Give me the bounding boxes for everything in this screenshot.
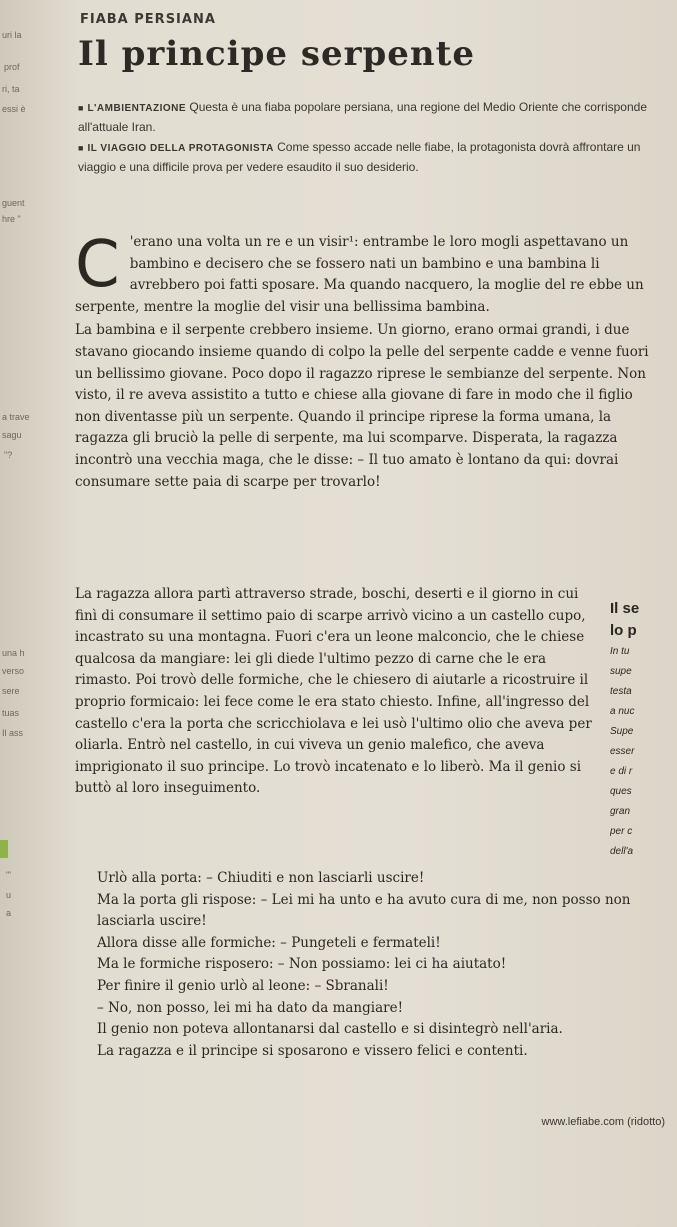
paragraph: La bambina e il serpente crebbero insieme. Un giorno, erano ormai grandi, i due stavano giocando insieme quando di colpo la pelle del serpente cadde e venne fuori un bellissimo giovane. Poco dopo il ragazzo riprese le sembianze del serpente. Non visto, il re aveva assistito a tutto e chiese alla giovane di fare in modo che il figlio non diventasse più un serpente. Quando il principe riprese la forma umana, la ragazza gli bruciò la pelle di serpente, ma lui scomparve. Disperata, la ragazza incontrò una vecchia maga, che le disse: – Il tuo amato è lontano da qui: dovrai consumare sette paia di scarpe per trovarlo! xyxy=(75,322,649,490)
margin-fragment: tuas xyxy=(2,708,20,718)
side-note-line: e di r xyxy=(610,766,633,777)
margin-color-tab xyxy=(0,840,8,858)
margin-fragment: una h xyxy=(2,648,25,658)
side-note-heading: lo p xyxy=(610,622,637,639)
margin-fragment: hre " xyxy=(2,214,21,224)
side-note-line: testa xyxy=(610,686,632,697)
paragraph: Ma la porta gli rispose: – Lei mi ha unto e ha avuto cura di me, non posso non lasciarla uscire! xyxy=(97,891,631,930)
paragraph: – No, non posso, lei mi ha dato da mangiare! xyxy=(97,999,404,1016)
side-note-line: Supe xyxy=(610,726,634,737)
story-dialogue xyxy=(75,868,665,1062)
side-note-line: dell'a xyxy=(610,846,634,857)
side-note-line: per c xyxy=(610,826,633,837)
story-body-column xyxy=(75,584,595,800)
margin-fragment: uri la xyxy=(2,30,22,40)
side-note-box xyxy=(610,598,677,862)
side-note-line: gran xyxy=(610,806,631,817)
margin-fragment: u xyxy=(6,890,12,900)
margin-fragment: Il ass xyxy=(2,728,24,738)
paragraph: Ma le formiche risposero: – Non possiamo: lei ci ha aiutato! xyxy=(97,956,507,973)
paragraph: La ragazza e il principe si sposarono e vissero felici e contenti. xyxy=(97,1042,528,1059)
genre-kicker: FIABA PERSIANA xyxy=(80,12,216,27)
margin-fragment: '" xyxy=(6,870,11,880)
side-note-line: supe xyxy=(610,666,632,677)
intro-label: L'AMBIENTAZIONE xyxy=(87,103,187,114)
paragraph: Il genio non poteva allontanarsi dal castello e si disintegrò nell'aria. xyxy=(97,1021,563,1038)
intro-note-journey xyxy=(78,138,663,177)
margin-fragment: a xyxy=(6,908,12,918)
bullet-icon: ■ xyxy=(78,103,84,113)
margin-fragment: ri, ta xyxy=(2,84,20,94)
intro-note-setting xyxy=(78,98,663,137)
side-note-line: a nuc xyxy=(610,706,635,717)
paragraph: Urlò alla porta: – Chiuditi e non lasciarli uscire! xyxy=(97,870,425,886)
side-note-line: esser xyxy=(610,746,635,757)
margin-fragment: sagu xyxy=(2,430,22,440)
intro-text: Come spesso accade nelle fiabe, la protagonista dovrà affrontare un viaggio e una difficile prova per vedere esaudito il suo desiderio. xyxy=(78,140,641,174)
side-note-line: In tu xyxy=(610,646,630,657)
paragraph-text: 'erano una volta un re e un visir¹: entrambe le loro mogli aspettavano un bambino e decisero che se fossero nati un bambino e una bambina li avrebbero poi fatti sposare. Ma quando nacquero, la moglie del re ebbe un serpente, mentre la moglie del visir una bellissima bambina. xyxy=(75,234,644,315)
source-citation: www.lefiabe.com (ridotto) xyxy=(541,1116,665,1128)
paragraph: La ragazza allora partì attraverso strade, boschi, deserti e il giorno in cui finì di consumare il settimo paio di scarpe arrivò vicino a un castello cupo, incastrato su una montagna. Fuori c'era un leone malconcio, che le chiese qualcosa da mangiare: lei gli diede l'ultimo pezzo di carne che le era rimasto. Poi trovò delle formiche, che le chiesero di aiutarle a ricostruire il proprio formicaio: lei fece come le era stato chiesto. Infine, all'ingresso del castello c'era la porta che scricchiolava e lei usò l'ultimo olio che aveva per oliarla. Entrò nel castello, in cui viveva un genio malefico, che aveva imprigionato il suo principe. Lo trovò incatenato e lo liberò. Ma il genio si buttò al loro inseguimento. xyxy=(75,586,592,797)
margin-fragment: verso xyxy=(2,666,25,676)
bullet-icon: ■ xyxy=(78,143,84,153)
margin-fragment: prof xyxy=(4,62,20,72)
side-note-line: ques xyxy=(610,786,632,797)
drop-cap: C xyxy=(75,228,120,302)
margin-fragment: essi è xyxy=(2,104,26,114)
paragraph: Per finire il genio urlò al leone: – Sbranali! xyxy=(97,977,389,994)
margin-fragment: "? xyxy=(4,450,13,460)
paragraph: Allora disse alle formiche: – Pungeteli e fermateli! xyxy=(97,934,441,951)
margin-fragment: a trave xyxy=(2,412,30,422)
intro-text: Questa è una fiaba popolare persiana, una regione del Medio Oriente che corrisponde all'attuale Iran. xyxy=(78,100,647,134)
paragraph xyxy=(75,228,660,318)
margin-fragment: sere xyxy=(2,686,20,696)
side-note-heading: Il se xyxy=(610,600,640,617)
story-body xyxy=(75,228,660,493)
story-title: Il principe serpente xyxy=(78,34,475,74)
margin-fragment: guent xyxy=(2,198,25,208)
intro-label: IL VIAGGIO DELLA PROTAGONISTA xyxy=(87,143,274,154)
